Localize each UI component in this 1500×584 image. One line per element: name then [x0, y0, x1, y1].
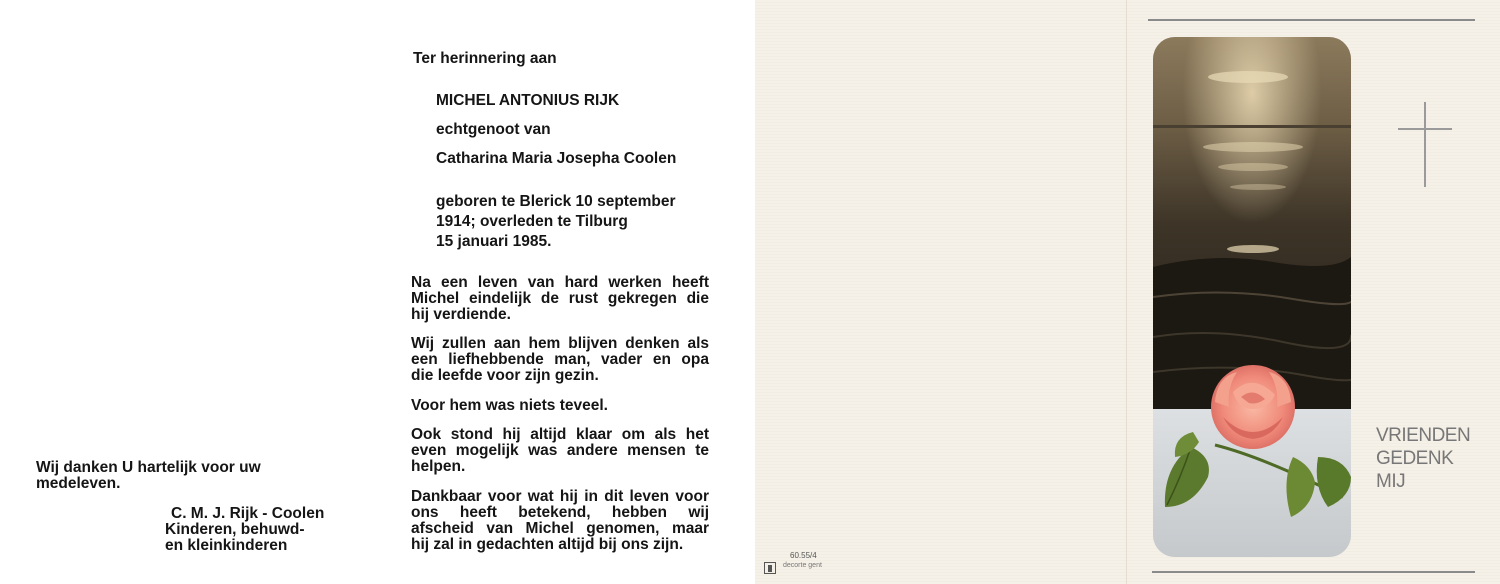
p3-line-1: Voor hem was niets teveel.	[411, 397, 608, 414]
card-fold-line	[1126, 0, 1127, 584]
cross-icon-bar	[1398, 128, 1452, 130]
thanks-line-1: Wij danken U hartelijk voor uw	[36, 459, 261, 476]
deceased-name: MICHEL ANTONIUS RIJK	[436, 92, 620, 109]
seascape-rose-image	[1153, 37, 1351, 557]
spouse-label: echtgenoot van	[436, 121, 551, 138]
birth-line-1: geboren te Blerick 10 september	[436, 193, 676, 210]
p2-line-1: Wij zullen aan hem blijven denken als	[411, 335, 709, 352]
printer-logo-icon	[764, 562, 776, 574]
family-line-1: C. M. J. Rijk - Coolen	[171, 505, 325, 522]
p5-line-3: afscheid van Michel genomen, maar	[411, 520, 709, 537]
p1-line-1: Na een leven van hard werken heeft	[411, 274, 709, 291]
p4-line-2: even mogelijk was andere mensen te	[411, 442, 709, 459]
card-front-panel	[755, 0, 1500, 584]
p5-line-1: Dankbaar voor wat hij in dit leven voor	[411, 488, 709, 505]
birth-line-3: 15 januari 1985.	[436, 233, 552, 250]
top-rule	[1148, 19, 1475, 21]
paragraph-1	[411, 275, 709, 323]
paragraph-5	[411, 489, 709, 553]
family-line-2: Kinderen, behuwd-	[165, 521, 305, 538]
birth-death-text	[436, 192, 676, 252]
family-line-3: en kleinkinderen	[165, 537, 288, 554]
p2-line-3: die leefde voor zijn gezin.	[411, 367, 599, 384]
printer-name: decorte gent	[783, 562, 822, 569]
p5-line-2: ons heeft betekend, hebben wij	[411, 504, 709, 521]
family-signature	[165, 506, 365, 554]
motto-line-1: VRIENDEN	[1376, 425, 1471, 446]
p2-line-2: een liefhebbende man, vader en opa	[411, 351, 709, 368]
birth-line-2: 1914; overleden te Tilburg	[436, 213, 628, 230]
printer-code: 60.55/4	[790, 551, 817, 560]
motto-text	[1376, 424, 1470, 493]
paragraph-2	[411, 336, 709, 384]
intro-text: Ter herinnering aan	[413, 50, 557, 67]
thanks-line-2: medeleven.	[36, 475, 121, 492]
cross-icon	[1424, 102, 1426, 187]
p1-line-2: Michel eindelijk de rust gekregen die	[411, 290, 709, 307]
p1-line-3: hij verdiende.	[411, 306, 511, 323]
p4-line-3: helpen.	[411, 458, 466, 475]
paragraph-3	[411, 398, 709, 414]
spouse-name: Catharina Maria Josepha Coolen	[436, 150, 677, 167]
paragraph-4	[411, 427, 709, 475]
thanks-text	[36, 460, 296, 492]
p5-line-4: hij zal in gedachten altijd bij ons zijn.	[411, 536, 684, 553]
motto-line-2: GEDENK	[1376, 448, 1454, 469]
motto-line-3: MIJ	[1376, 471, 1406, 492]
bottom-rule	[1152, 571, 1475, 573]
p4-line-1: Ook stond hij altijd klaar om als het	[411, 426, 709, 443]
